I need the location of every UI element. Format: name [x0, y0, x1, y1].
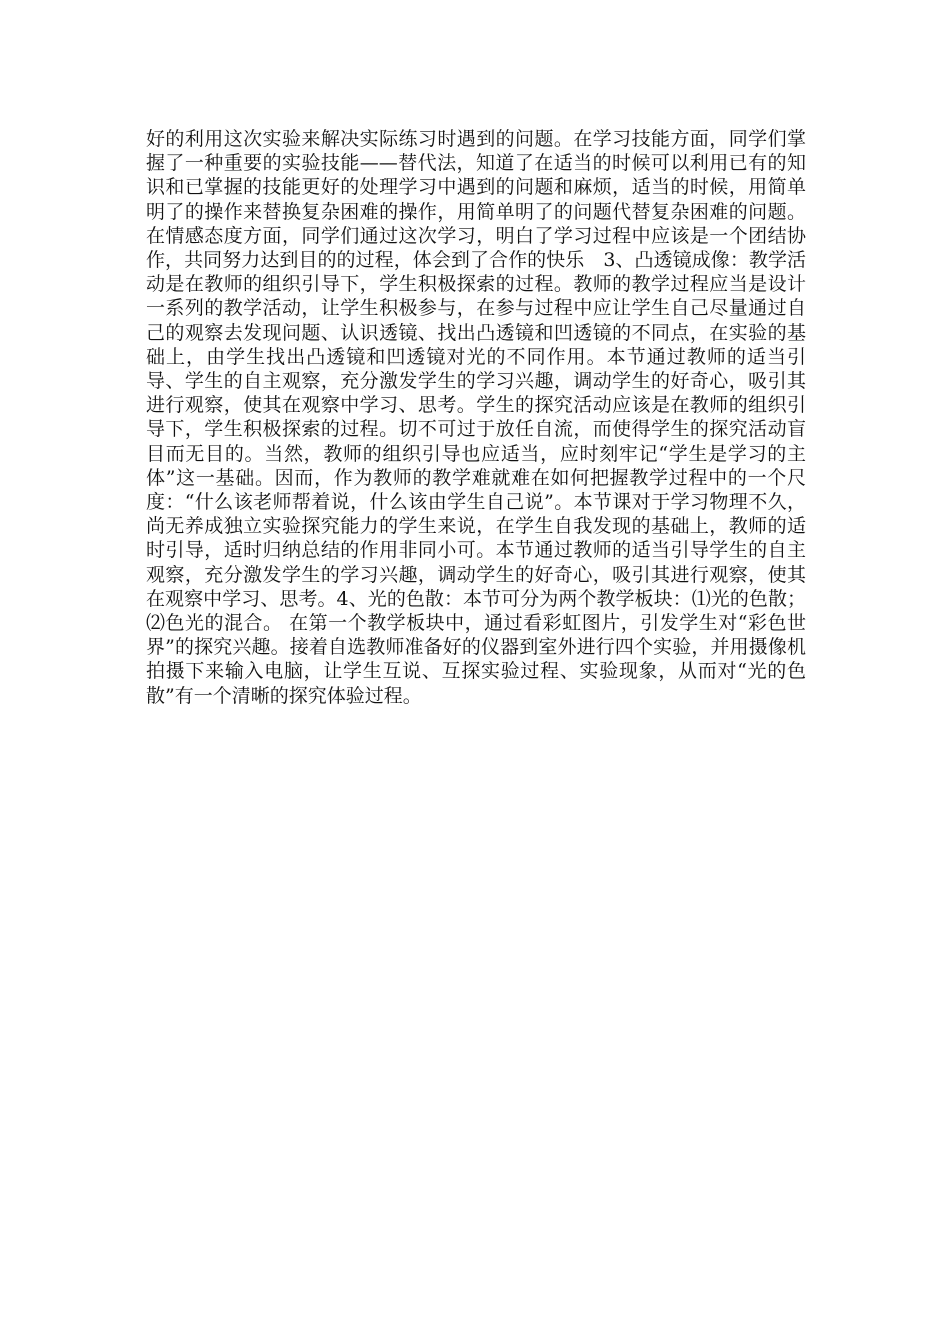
body-paragraph: 好的利用这次实验来解决实际练习时遇到的问题。在学习技能方面，同学们掌握了一种重要的实验技能——替代法，知道了在适当的时候可以利用已有的知识和已掌握的技能更好的处理学习中遇到的问题和麻烦，适当的时候，用简单明了的操作来替换复杂困难的操作，用简单明了的问题代替复杂困难的问题。在情感态度方面，同学们通过这次学习，明白了学习过程中应该是一个团结协作，共同努力达到目的的过程，体会到了合作的快乐 3、凸透镜成像：教学活动是在教师的组织引导下，学生积极探索的过程。教师的教学过程应当是设计一系列的教学活动，让学生积极参与，在参与过程中应让学生自己尽量通过自己的观察去发现问题、认识透镜、找出凸透镜和凹透镜的不同点，在实验的基础上，由学生找出凸透镜和凹透镜对光的不同作用。本节通过教师的适当引导、学生的自主观察，充分激发学生的学习兴趣，调动学生的好奇心，吸引其进行观察，使其在观察中学习、思考。学生的探究活动应该是在教师的组织引导下，学生积极探索的过程。切不可过于放任自流，而使得学生的探究活动盲目而无目的。当然，教师的组织引导也应适当，应时刻牢记“学生是学习的主体”这一基础。因而，作为教师的教学难就难在如何把握教学过程中的一个尺度：“什么该老师帮着说，什么该由学生自己说”。本节课对于学习物理不久，尚无养成独立实验探究能力的学生来说，在学生自我发现的基础上，教师的适时引导，适时归纳总结的作用非同小可。本节通过教师的适当引导学生的自主观察，充分激发学生的学习兴趣，调动学生的好奇心，吸引其进行观察，使其在观察中学习、思考。4、光的色散：本节可分为两个教学板块：⑴光的色散；⑵色光的混合。 在第一个教学板块中，通过看彩虹图片，引发学生对“彩色世界”的探究兴趣。接着自选教师准备好的仪器到室外进行四个实验，并用摄像机拍摄下来输入电脑，让学生互说、互探实验过程、实验现象，从而对“光的色散”有一个清晰的探究体验过程。: [146, 128, 806, 707]
